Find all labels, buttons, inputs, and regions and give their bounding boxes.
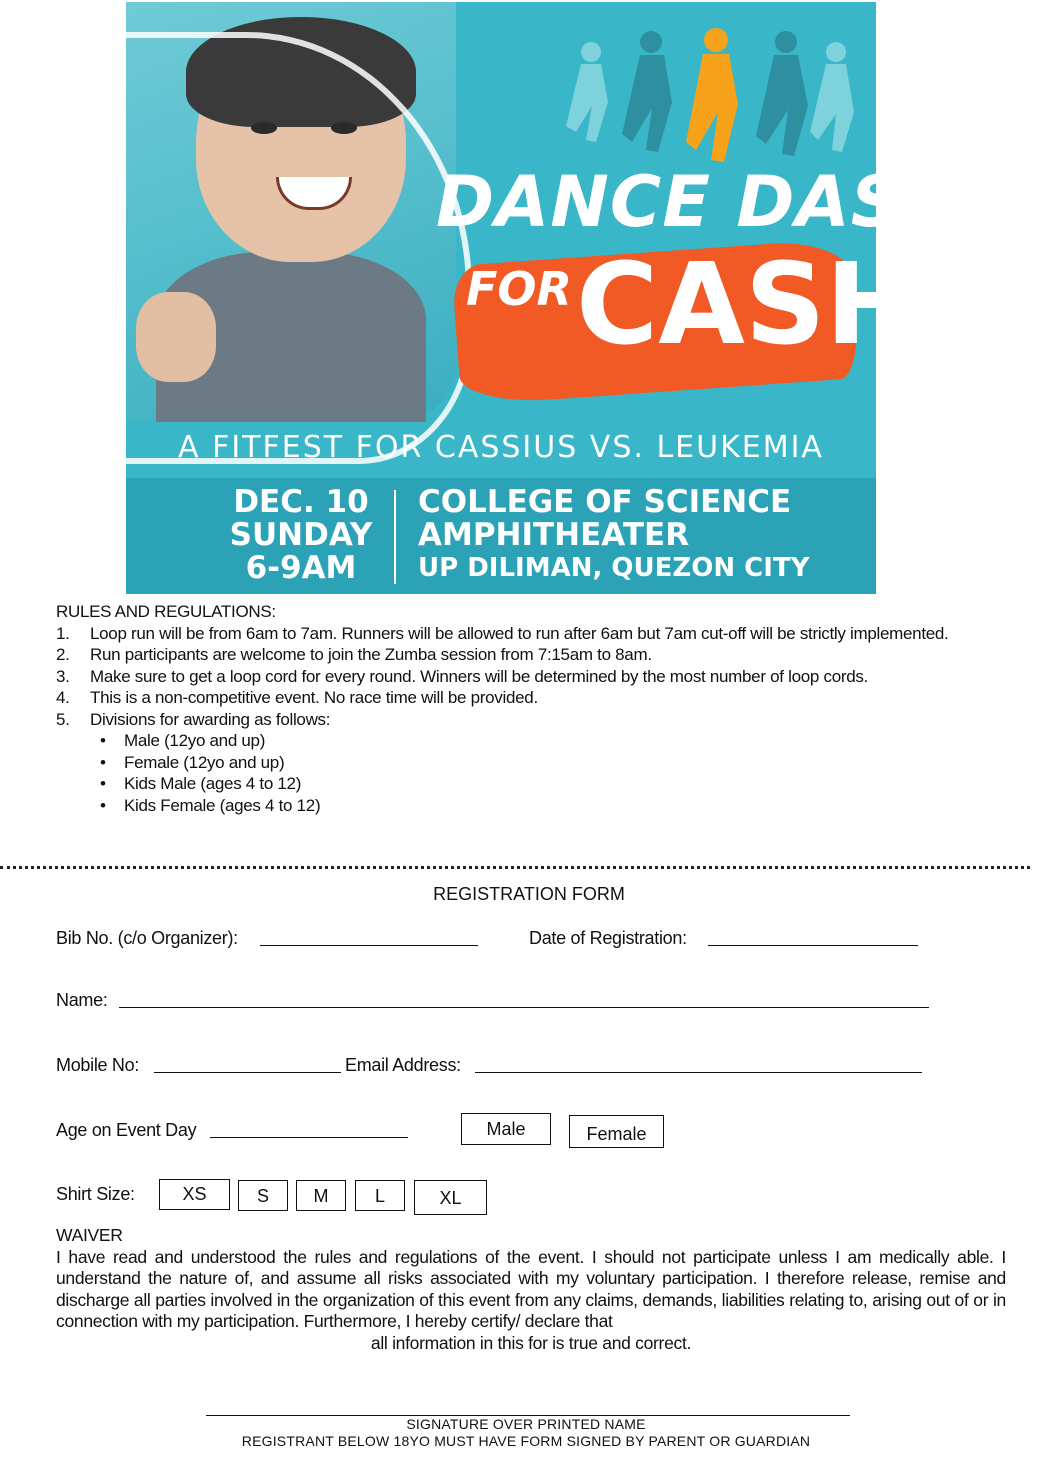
rules-section (56, 601, 1016, 816)
size-l-box[interactable]: L (355, 1180, 405, 1211)
guardian-note: REGISTRANT BELOW 18YO MUST HAVE FORM SIGNED BY PARENT OR GUARDIAN (241, 1433, 811, 1449)
rule-item: 5. Divisions for awarding as follows: (56, 709, 331, 729)
title-for: FOR (466, 262, 572, 316)
date-field[interactable] (708, 945, 918, 946)
event-datetime (216, 486, 386, 585)
division-item: • Female (12yo and up) (56, 752, 1016, 774)
divisions-list (56, 730, 1016, 816)
mobile-field[interactable] (154, 1072, 341, 1073)
division-item: • Kids Female (ages 4 to 12) (56, 795, 1016, 817)
runners-silhouette (546, 22, 866, 172)
waiver-section (56, 1225, 1006, 1354)
child-photo (126, 2, 456, 422)
waiver-header: WAIVER (56, 1225, 123, 1245)
event-info-bar (126, 478, 876, 594)
venue-line-1: COLLEGE OF SCIENCE (418, 484, 792, 520)
division-item: • Male (12yo and up) (56, 730, 1016, 752)
shirt-size-label: Shirt Size: (56, 1184, 135, 1204)
size-m-box[interactable]: M (296, 1180, 346, 1211)
rules-list (56, 623, 1016, 731)
waiver-body: I have read and understood the rules and regulations of the event. I should not participate unless I am medically able. I understand the nature of, and assume all risks associated with my voluntary participation. I therefore release, remise and discharge all parties involved in the organization of this event from any claims, demands, liabilities relating to, arising out of or in connection with my participation. Furthermore, I hereby certify/ declare that (56, 1246, 1006, 1331)
event-poster (126, 2, 962, 594)
name-label: Name: (56, 990, 108, 1010)
event-title (426, 161, 962, 402)
gender-female-box[interactable]: Female (569, 1115, 664, 1148)
rule-item: 3. Make sure to get a loop cord for every round. Winners will be determined by the most number of loop cords. (56, 666, 868, 686)
bib-label: Bib No. (c/o Organizer): (56, 928, 238, 948)
venue-line-2: AMPHITHEATER (418, 517, 690, 553)
age-field[interactable] (210, 1137, 408, 1138)
mobile-label: Mobile No: (56, 1055, 140, 1075)
size-xl-box[interactable]: XL (414, 1180, 487, 1215)
signature-label: SIGNATURE OVER PRINTED NAME (406, 1416, 646, 1432)
event-venue (418, 486, 809, 585)
rule-item: 4. This is a non-competitive event. No race time will be provided. (56, 688, 538, 707)
rule-item: 2. Run participants are welcome to join the Zumba session from 7:15am to 8am. (56, 645, 652, 664)
cut-line (0, 866, 1030, 869)
email-label: Email Address: (345, 1055, 461, 1075)
bib-field[interactable] (260, 945, 478, 946)
rule-item: 1. Loop run will be from 6am to 7am. Runners will be allowed to run after 6am but 7am cut-off will be strictly implemented. (56, 623, 949, 643)
title-cash: CASH (576, 240, 920, 370)
event-date: DEC. 10 (233, 484, 369, 520)
form-title: REGISTRATION FORM (433, 884, 625, 904)
date-label: Date of Registration: (529, 928, 687, 948)
gender-male-box[interactable]: Male (461, 1113, 551, 1145)
event-time: 6-9AM (245, 550, 357, 586)
event-day: SUNDAY (229, 517, 373, 553)
waiver-last-line: all information in this for is true and correct. (370, 1332, 692, 1353)
division-item: • Kids Male (ages 4 to 12) (56, 773, 1016, 795)
name-field[interactable] (119, 1007, 929, 1008)
poster-subtitle: A FITFEST FOR CASSIUS VS. LEUKEMIA (178, 430, 824, 465)
age-label: Age on Event Day (56, 1120, 197, 1140)
size-xs-box[interactable]: XS (159, 1179, 230, 1210)
email-field[interactable] (475, 1072, 922, 1073)
title-dance-dash: DANCE DASH (436, 161, 962, 243)
size-s-box[interactable]: S (238, 1180, 288, 1211)
info-divider (394, 490, 396, 584)
rules-header: RULES AND REGULATIONS: (56, 602, 276, 621)
venue-line-3: UP DILIMAN, QUEZON CITY (418, 553, 810, 583)
